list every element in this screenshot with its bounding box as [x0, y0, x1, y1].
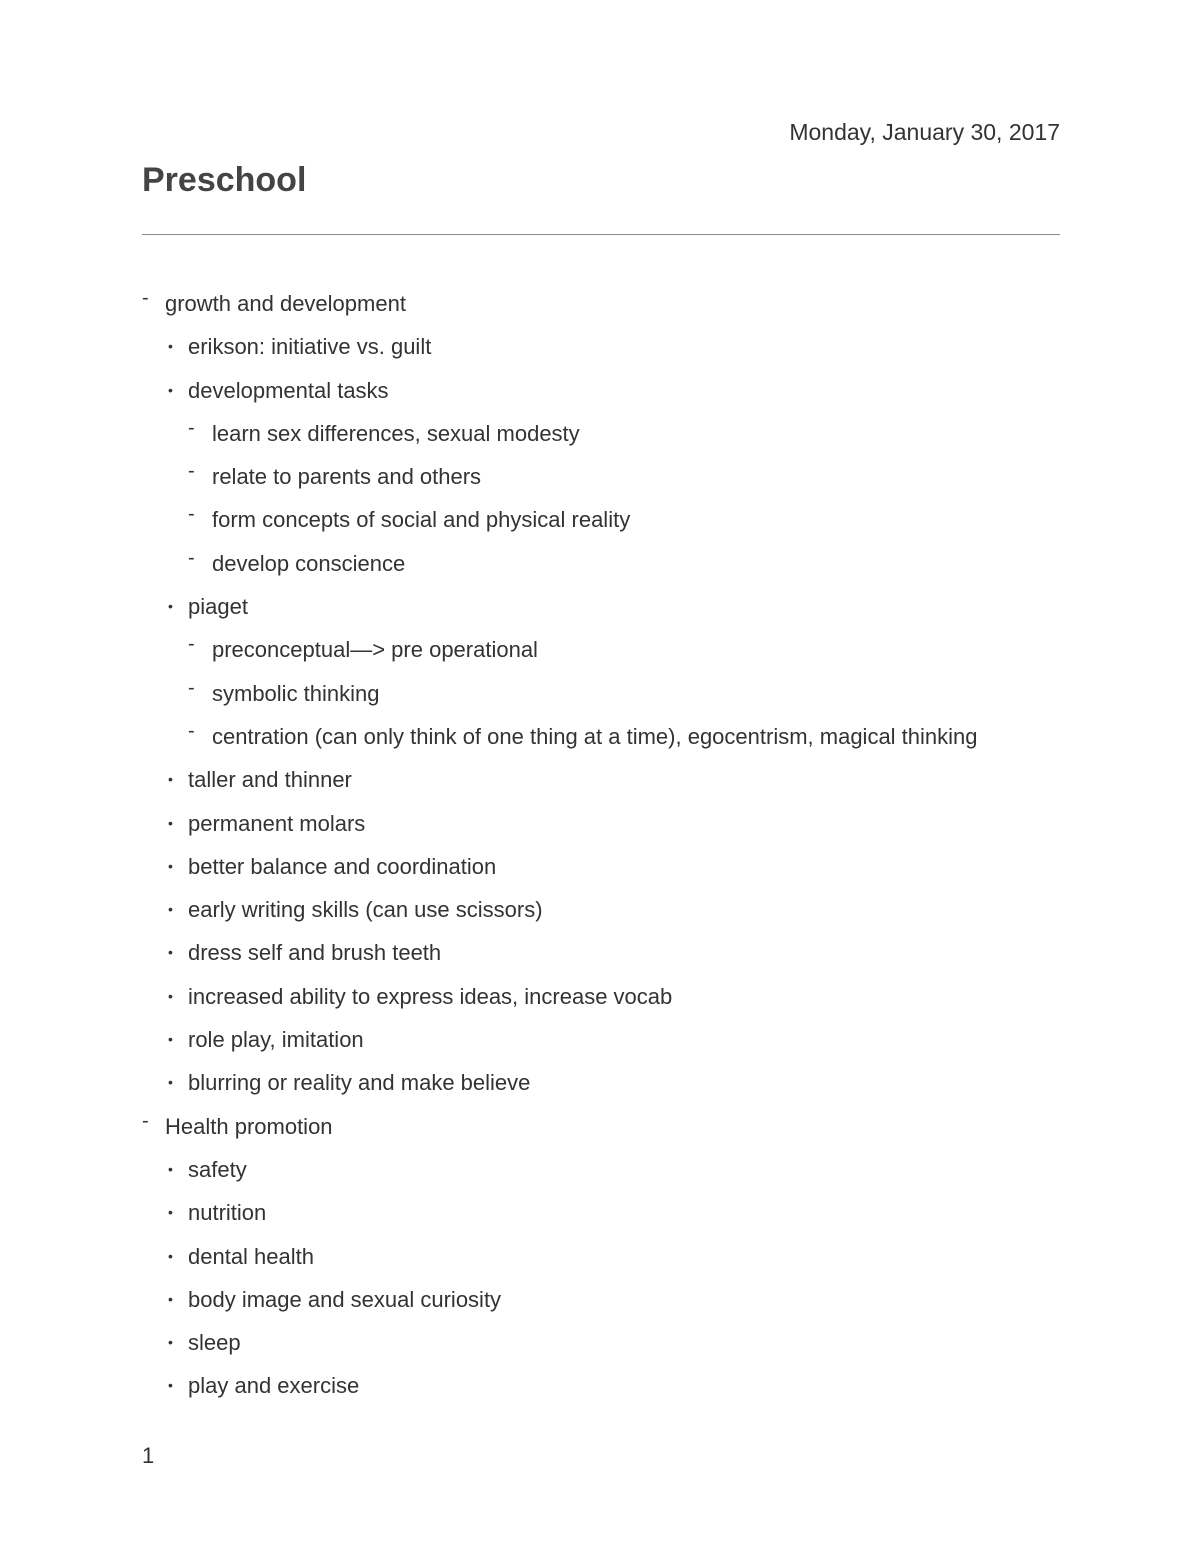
bullet-marker-icon: • — [168, 1031, 173, 1048]
outline-item — [142, 845, 1082, 888]
dash-marker-icon: - — [188, 676, 195, 699]
outline-item — [142, 1148, 1082, 1191]
outline-item — [142, 888, 1082, 931]
outline-item — [142, 715, 1082, 758]
outline-item-text: growth and development — [165, 291, 406, 316]
bullet-marker-icon: • — [168, 901, 173, 918]
outline-item-text: better balance and coordination — [188, 853, 497, 879]
outline-item-text: Health promotion — [165, 1113, 333, 1139]
outline-item — [142, 975, 1082, 1018]
outline-item-text: preconceptual—> pre operational — [212, 637, 538, 663]
dash-marker-icon: - — [142, 1109, 149, 1132]
outline-item — [142, 1061, 1082, 1104]
bullet-marker-icon: • — [168, 857, 173, 874]
bullet-marker-icon: • — [168, 381, 173, 398]
bullet-marker-icon: • — [168, 944, 173, 961]
bullet-marker-icon: • — [168, 987, 173, 1004]
page-title: Preschool — [142, 161, 307, 199]
title-divider — [142, 234, 1060, 235]
bullet-marker-icon: • — [168, 771, 173, 788]
outline-item-text: dental health — [188, 1243, 314, 1269]
outline-item-text: relate to parents and others — [212, 464, 482, 490]
outline-item-text: early writing skills (can use scissors) — [188, 897, 543, 923]
bullet-marker-icon: • — [168, 1334, 173, 1351]
outline-item — [142, 758, 1082, 801]
outline-item-text: blurring or reality and make believe — [188, 1070, 531, 1096]
page-date: Monday, January 30, 2017 — [789, 119, 1060, 145]
outline-item-text: learn sex differences, sexual modesty — [212, 420, 580, 446]
dash-marker-icon: - — [188, 460, 195, 483]
outline-item-text: sleep — [188, 1330, 241, 1356]
dash-marker-icon: - — [188, 546, 195, 569]
outline-item — [142, 585, 1082, 628]
outline-item-text: safety — [188, 1156, 247, 1182]
notes-outline — [142, 282, 1082, 1408]
dash-marker-icon: - — [188, 719, 195, 742]
outline-item-text: permanent molars — [188, 810, 366, 836]
outline-item-text: form concepts of social and physical reality — [212, 507, 631, 533]
outline-item-text: piaget — [188, 594, 248, 620]
outline-item — [142, 1321, 1082, 1364]
bullet-marker-icon: • — [168, 814, 173, 831]
outline-item — [142, 325, 1082, 368]
outline-item-text: taller and thinner — [188, 767, 352, 793]
outline-item — [142, 369, 1082, 412]
bullet-marker-icon: • — [168, 1247, 173, 1264]
outline-item — [142, 282, 1082, 325]
outline-item-text: dress self and brush teeth — [188, 940, 442, 966]
page-number: 1 — [142, 1443, 155, 1468]
outline-item — [142, 1191, 1082, 1234]
outline-item-text: symbolic thinking — [212, 680, 380, 706]
outline-item-text: play and exercise — [188, 1373, 360, 1399]
bullet-marker-icon: • — [168, 1074, 173, 1091]
bullet-marker-icon: • — [168, 1204, 173, 1221]
outline-item-text: increased ability to express ideas, increase vocab — [188, 983, 673, 1009]
outline-item-text: nutrition — [188, 1200, 267, 1226]
dash-marker-icon: - — [142, 287, 149, 309]
outline-item — [142, 931, 1082, 974]
outline-item — [142, 1235, 1082, 1278]
outline-item — [142, 412, 1082, 455]
outline-item-text: body image and sexual curiosity — [188, 1286, 502, 1312]
outline-item — [142, 672, 1082, 715]
dash-marker-icon: - — [188, 416, 195, 439]
dash-marker-icon: - — [188, 633, 195, 656]
bullet-marker-icon: • — [168, 1290, 173, 1307]
outline-item-text: centration (can only think of one thing at a time), egocentrism, magical thinking — [212, 723, 978, 749]
bullet-marker-icon: • — [168, 598, 173, 615]
outline-item — [142, 802, 1082, 845]
outline-item-text: role play, imitation — [188, 1027, 364, 1053]
outline-item-text: develop conscience — [212, 550, 406, 576]
outline-item — [142, 542, 1082, 585]
outline-item — [142, 455, 1082, 498]
bullet-marker-icon: • — [168, 1160, 173, 1177]
outline-item — [142, 628, 1082, 671]
outline-item — [142, 498, 1082, 541]
dash-marker-icon: - — [188, 503, 195, 526]
outline-item — [142, 1018, 1082, 1061]
outline-item — [142, 1278, 1082, 1321]
outline-item — [142, 1105, 1082, 1148]
outline-item-text: developmental tasks — [188, 377, 389, 403]
bullet-marker-icon: • — [168, 338, 173, 355]
bullet-marker-icon: • — [168, 1377, 173, 1394]
outline-item-text: erikson: initiative vs. guilt — [188, 334, 432, 360]
outline-item — [142, 1364, 1082, 1407]
